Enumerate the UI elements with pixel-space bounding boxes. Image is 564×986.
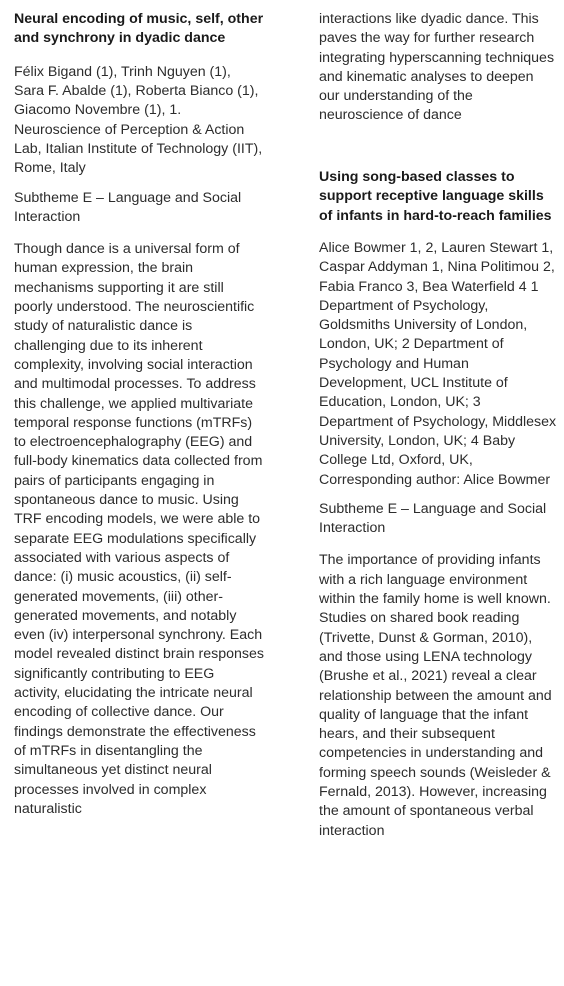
- article-title: Using song-based classes to support receptive language skills of infants in hard-to-reach families: [319, 168, 552, 224]
- article-authors: Félix Bigand (1), Trinh Nguyen (1), Sara F. Abalde (1), Roberta Bianco (1), Giacomo Novembre (1), 1. Neuroscience of Perception & Action Lab, Italian Institute of Technology (IIT), Rome, Italy: [14, 63, 263, 177]
- article-subtheme: Subtheme E – Language and Social Interaction: [319, 500, 547, 537]
- left-column: [14, 10, 264, 819]
- continued-abstract-text: interactions like dyadic dance. This paves the way for further research integrating hyperscanning techniques and kinematic analyses to deepen our understanding of the neuroscience of dance: [319, 11, 555, 124]
- article-subtheme: Subtheme E – Language and Social Interaction: [14, 189, 242, 225]
- right-column: [319, 10, 557, 841]
- article-abstract: Though dance is a universal form of human expression, the brain mechanisms supporting it are still poorly understood. The neuroscientific study of naturalistic dance is challenging due to its inherent complexity, involving social interaction and multimodal processes. To address this challenge, we applied multivariate temporal response functions (mTRFs) to electroencephalography (EEG) and full-body kinematics data collected from pairs of participants engaging in spontaneous dance to music. Using TRF encoding models, we were able to separate EEG modulations specifically associated with various aspects of dance: (i) music acoustics, (ii) self-generated movements, (iii) other-generated movements, and notably even (iv) interpersonal synchrony. Each model revealed distinct brain responses significantly contributing to EEG activity, elucidating the intricate neural encoding of collective dance. Our findings demonstrate the effectiveness of mTRFs in disentangling the simultaneous yet distinct neural processes involved in complex naturalistic: [14, 241, 264, 817]
- article-abstract: The importance of providing infants with a rich language environment within the family home is well known. Studies on shared book reading (Trivette, Dunst & Gorman, 2010), and those using LENA technology (Brushe et al., 2021) reveal a clear relationship between the amount and quality of language that the infant hears, and their subsequent competencies in understanding and forming speech sounds (Weisleder & Fernald, 2013). However, increasing the amount of spontaneous verbal interaction: [319, 552, 552, 839]
- article-title: Neural encoding of music, self, other and synchrony in dyadic dance: [14, 11, 264, 47]
- article-authors: Alice Bowmer 1, 2, Lauren Stewart 1, Caspar Addyman 1, Nina Politimou 2, Fabia Franco 3, Bea Waterfield 4 1 Department of Psychology, Goldsmiths University of London, London, UK; 2 Department of Psychology and Human Development, UCL Institute of Education, London, UK; 3 Department of Psychology, Middlesex University, London, UK; 4 Baby College Ltd, Oxford, UK, Corresponding author: Alice Bowmer: [319, 240, 557, 488]
